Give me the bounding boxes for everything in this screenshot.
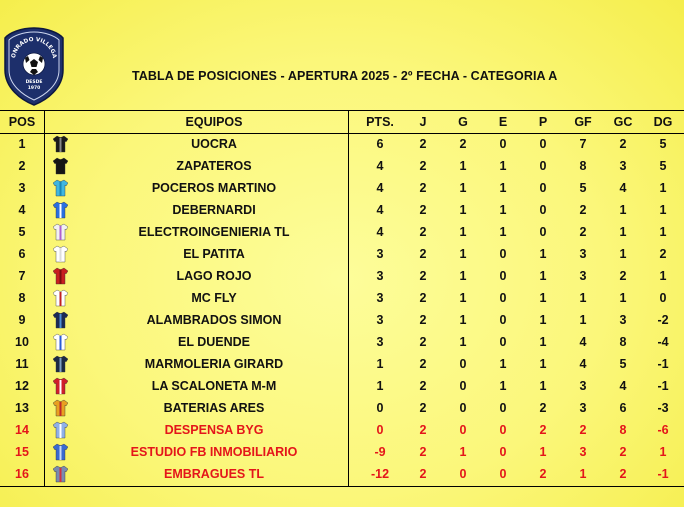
logo-year: 1970 [27,86,41,91]
cell-dg: 5 [659,159,667,173]
cell-gc: 1 [619,247,627,261]
cell-pos: 13 [15,401,29,415]
cell-p: 2 [539,401,547,415]
shirt-icon [53,179,68,197]
cell-j: 2 [419,467,427,481]
cell-pts: 4 [376,159,384,173]
cell-gc: 1 [619,203,627,217]
cell-e: 0 [499,269,507,283]
cell-j: 2 [419,423,427,437]
cell-e: 1 [499,357,507,371]
cell-pts: 1 [376,379,384,393]
cell-team: ESTUDIO FB INMOBILIARIO [130,445,298,459]
cell-gf: 1 [579,467,587,481]
cell-gc: 4 [619,181,627,195]
cell-team: UOCRA [191,137,237,151]
cell-team: LA SCALONETA M-M [151,379,277,393]
header-pos: POS [8,115,36,129]
cell-gc: 3 [619,159,627,173]
cell-e: 1 [499,225,507,239]
cell-gf: 2 [579,423,587,437]
header-gf: GF [574,115,592,129]
cell-pts: 4 [376,225,384,239]
shirt-icon [53,355,68,373]
cell-p: 1 [539,357,547,371]
cell-gf: 3 [579,247,587,261]
cell-gf: 2 [579,225,587,239]
cell-pts: 6 [376,137,384,151]
cell-gf: 1 [579,313,587,327]
cell-pts: 3 [376,335,384,349]
table-row [0,221,684,243]
cell-gc: 8 [619,423,627,437]
cell-gc: 8 [619,335,627,349]
cell-gc: 2 [619,445,627,459]
cell-dg: 2 [659,247,667,261]
shirt-icon [53,465,68,483]
cell-g: 0 [459,379,467,393]
cell-g: 1 [459,247,467,261]
shirt-icon [53,399,68,417]
cell-team: MARMOLERIA GIRARD [144,357,284,371]
cell-team: BATERIAS ARES [163,401,265,415]
cell-e: 0 [499,313,507,327]
cell-g: 1 [459,203,467,217]
table-row [0,265,684,287]
shirt-icon [53,245,68,263]
table-row [0,243,684,265]
cell-pts: 0 [376,401,384,415]
shirt-icon [53,311,68,329]
cell-pts: -9 [374,445,386,459]
table-row [0,199,684,221]
cell-gc: 2 [619,137,627,151]
cell-g: 1 [459,313,467,327]
cell-gf: 4 [579,335,587,349]
cell-e: 1 [499,203,507,217]
cell-g: 1 [459,445,467,459]
cell-p: 0 [539,181,547,195]
page-title: TABLA DE POSICIONES - APERTURA 2025 - 2º FECHA - CATEGORIA A [132,69,558,83]
cell-p: 1 [539,313,547,327]
cell-e: 0 [499,247,507,261]
table-row [0,441,684,463]
cell-p: 1 [539,291,547,305]
cell-p: 0 [539,203,547,217]
header-g: G [458,115,468,129]
shirt-icon [53,267,68,285]
cell-j: 2 [419,445,427,459]
cell-j: 2 [419,401,427,415]
cell-j: 2 [419,313,427,327]
shirt-icon [53,135,68,153]
cell-pos: 7 [18,269,26,283]
cell-e: 0 [499,335,507,349]
cell-pos: 12 [15,379,29,393]
cell-dg: 1 [659,203,667,217]
cell-gc: 5 [619,357,627,371]
cell-pts: 3 [376,313,384,327]
cell-gf: 3 [579,269,587,283]
header-pts: PTS. [366,115,394,129]
cell-team: MC FLY [191,291,237,305]
cell-j: 2 [419,291,427,305]
cell-j: 2 [419,137,427,151]
cell-p: 1 [539,379,547,393]
cell-pts: 3 [376,291,384,305]
cell-team: DESPENSA BYG [164,423,264,437]
cell-g: 0 [459,467,467,481]
cell-e: 0 [499,291,507,305]
cell-gf: 7 [579,137,587,151]
club-logo [3,26,65,106]
cell-p: 1 [539,247,547,261]
cell-g: 1 [459,291,467,305]
cell-dg: -6 [657,423,669,437]
cell-gc: 2 [619,269,627,283]
table-row [0,287,684,309]
cell-gc: 1 [619,225,627,239]
cell-j: 2 [419,335,427,349]
cell-dg: 1 [659,269,667,283]
cell-team: ALAMBRADOS SIMON [146,313,282,327]
cell-p: 0 [539,159,547,173]
table-row [0,463,684,485]
cell-dg: -1 [657,467,669,481]
cell-pts: -12 [370,467,390,481]
cell-team: POCEROS MARTINO [151,181,277,195]
cell-pts: 0 [376,423,384,437]
cell-gf: 5 [579,181,587,195]
shirt-icon [53,443,68,461]
cell-g: 2 [459,137,467,151]
cell-gf: 3 [579,445,587,459]
cell-pos: 14 [15,423,29,437]
cell-pts: 3 [376,247,384,261]
cell-p: 0 [539,225,547,239]
cell-e: 0 [499,137,507,151]
cell-g: 1 [459,335,467,349]
shirt-icon [53,223,68,241]
cell-team: EL PATITA [183,247,245,261]
header-gc: GC [613,115,633,129]
cell-pos: 16 [15,467,29,481]
cell-g: 0 [459,423,467,437]
shirt-icon [53,333,68,351]
cell-pts: 3 [376,269,384,283]
cell-pos: 1 [18,137,26,151]
cell-e: 0 [499,423,507,437]
cell-j: 2 [419,247,427,261]
table-header [0,111,684,134]
cell-j: 2 [419,379,427,393]
logo-name: ONRADO VILLEGA [11,36,57,59]
table-row [0,331,684,353]
cell-g: 1 [459,159,467,173]
cell-pts: 4 [376,203,384,217]
cell-gf: 2 [579,203,587,217]
cell-gc: 2 [619,467,627,481]
header-p: P [538,115,548,129]
shirt-icon [53,377,68,395]
cell-j: 2 [419,159,427,173]
table-row [0,353,684,375]
header-equipos: EQUIPOS [185,115,243,129]
cell-gf: 3 [579,401,587,415]
cell-e: 1 [499,181,507,195]
cell-pos: 4 [18,203,26,217]
cell-pos: 15 [15,445,29,459]
cell-p: 0 [539,137,547,151]
cell-dg: 5 [659,137,667,151]
cell-gc: 4 [619,379,627,393]
header-j: J [419,115,427,129]
cell-e: 0 [499,445,507,459]
header-dg: DG [653,115,673,129]
logo-since: DESDE [25,80,43,85]
cell-dg: 1 [659,445,667,459]
table-row [0,397,684,419]
table-row [0,155,684,177]
cell-team: EMBRAGUES TL [164,467,264,481]
cell-g: 0 [459,401,467,415]
table-row [0,375,684,397]
cell-g: 1 [459,225,467,239]
cell-gc: 6 [619,401,627,415]
cell-p: 1 [539,335,547,349]
cell-dg: -1 [657,379,669,393]
cell-g: 1 [459,269,467,283]
cell-pts: 1 [376,357,384,371]
cell-gf: 8 [579,159,587,173]
cell-p: 2 [539,423,547,437]
shirt-icon [53,421,68,439]
table-row [0,419,684,441]
cell-team: ZAPATEROS [176,159,252,173]
cell-e: 0 [499,467,507,481]
cell-pos: 5 [18,225,26,239]
cell-pos: 3 [18,181,26,195]
cell-j: 2 [419,181,427,195]
cell-g: 0 [459,357,467,371]
table-row [0,309,684,331]
cell-j: 2 [419,203,427,217]
cell-e: 0 [499,401,507,415]
cell-dg: 1 [659,181,667,195]
table-row [0,177,684,199]
cell-pos: 11 [15,357,29,371]
cell-pos: 8 [18,291,26,305]
cell-gf: 1 [579,291,587,305]
shirt-icon [53,201,68,219]
cell-pos: 10 [15,335,29,349]
cell-pos: 6 [18,247,26,261]
cell-pos: 2 [18,159,26,173]
header-e: E [498,115,508,129]
cell-team: DEBERNARDI [172,203,256,217]
cell-dg: -3 [657,401,669,415]
shirt-icon [53,157,68,175]
cell-gc: 1 [619,291,627,305]
cell-j: 2 [419,357,427,371]
cell-dg: 1 [659,225,667,239]
cell-j: 2 [419,225,427,239]
cell-pos: 9 [18,313,26,327]
cell-dg: -4 [657,335,669,349]
cell-dg: 0 [659,291,667,305]
cell-p: 1 [539,445,547,459]
cell-dg: -1 [657,357,669,371]
cell-team: LAGO ROJO [176,269,252,283]
cell-e: 1 [499,379,507,393]
cell-e: 1 [499,159,507,173]
cell-pts: 4 [376,181,384,195]
cell-team: ELECTROINGENIERIA TL [138,225,290,239]
shirt-icon [53,289,68,307]
cell-gf: 4 [579,357,587,371]
cell-p: 1 [539,269,547,283]
cell-gc: 3 [619,313,627,327]
cell-j: 2 [419,269,427,283]
cell-team: EL DUENDE [177,335,250,349]
cell-g: 1 [459,181,467,195]
cell-dg: -2 [657,313,669,327]
table-row [0,133,684,155]
cell-gf: 3 [579,379,587,393]
cell-p: 2 [539,467,547,481]
standings-table [0,110,684,487]
